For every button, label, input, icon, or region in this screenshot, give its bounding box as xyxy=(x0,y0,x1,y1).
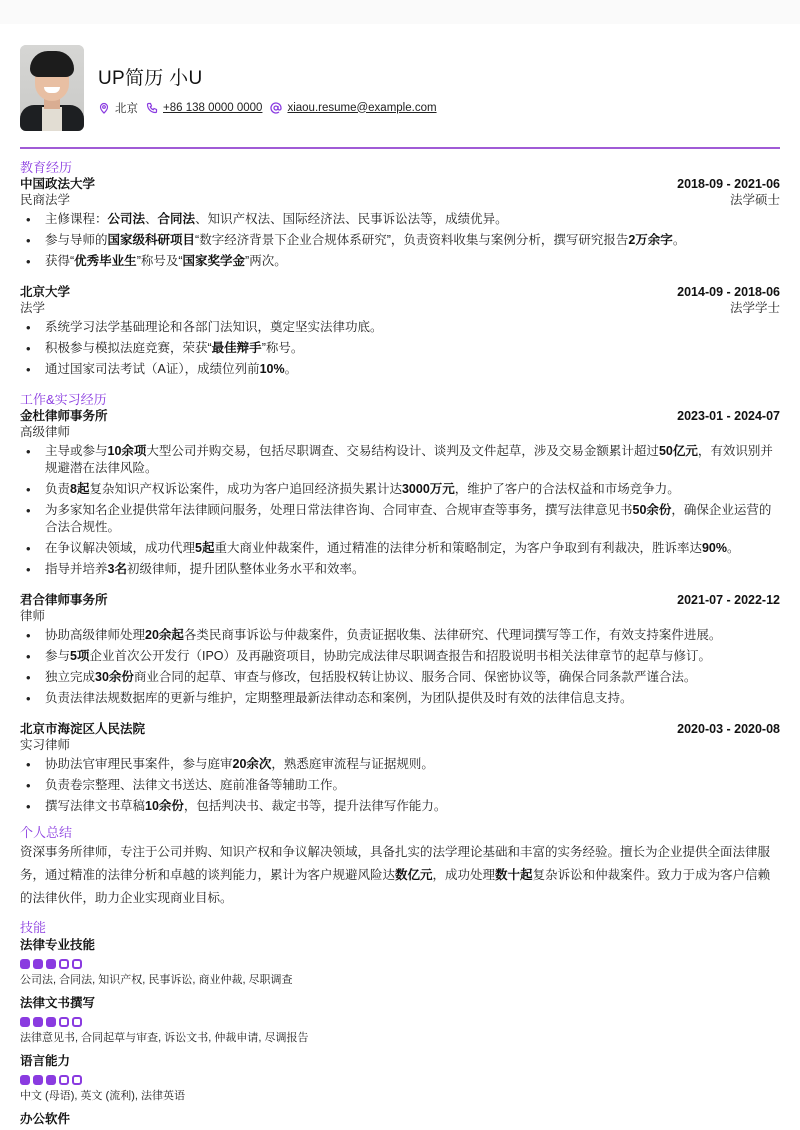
bullet-item: • 指导并培养3名初级律师，提升团队整体业务水平和效率。 xyxy=(20,561,780,578)
highlight-text: 数十起 xyxy=(495,867,533,882)
job-role: 高级律师 xyxy=(20,424,71,439)
section-title-summary: 个人总结 xyxy=(20,824,73,840)
entry-date: 2021-07 - 2022-12 xyxy=(677,592,780,607)
contact-row xyxy=(98,100,445,116)
contact-email[interactable] xyxy=(270,102,436,114)
entry-date: 2023-01 - 2024-07 xyxy=(677,408,780,423)
level-dot-filled-icon xyxy=(20,1075,30,1085)
skill-keywords: 法律意见书, 合同起草与审查, 诉讼文书, 仲裁申请, 尽调报告 xyxy=(20,1031,309,1044)
summary-section xyxy=(20,825,780,910)
skills-section xyxy=(20,920,780,1130)
work-entry xyxy=(20,592,780,707)
skill-item xyxy=(20,994,780,1046)
work-entry xyxy=(20,721,780,815)
level-dot-filled-icon xyxy=(46,1075,56,1085)
bullet-item: • 积极参与模拟法庭竞赛，荣获“最佳辩手”称号。 xyxy=(20,340,780,357)
highlight-text: 公司法 xyxy=(107,211,146,226)
bullet-item: • 为多家知名企业提供常年法律顾问服务，处理日常法律咨询、合同审查、合规审查等事务，撰写法律意见书50余份，确保企业运营的合法合规性。 xyxy=(20,502,780,536)
location-text: 北京 xyxy=(115,102,138,115)
highlight-text: 90% xyxy=(701,540,728,555)
section-title-education: 教育经历 xyxy=(20,159,73,175)
highlight-text: 数亿元 xyxy=(395,867,433,882)
skill-name: 办公软件 xyxy=(20,1111,71,1126)
header-info xyxy=(98,61,445,116)
skills-list xyxy=(20,936,780,1130)
skill-keywords: 公司法, 合同法, 知识产权, 民事诉讼, 商业仲裁, 尽职调查 xyxy=(20,973,293,986)
skill-level-indicator xyxy=(20,1075,780,1085)
skill-item xyxy=(20,936,780,988)
at-sign-icon xyxy=(270,102,282,114)
bullet-item: • 独立完成30余份商业合同的起草、审查与修改，包括股权转让协议、服务合同、保密协议等，确保合同条款严谨合法。 xyxy=(20,669,780,686)
header-divider xyxy=(20,147,780,149)
job-role: 实习律师 xyxy=(20,737,71,752)
candidate-name: UP简历 小U xyxy=(98,67,203,89)
entry-date: 2020-03 - 2020-08 xyxy=(677,721,780,736)
degree: 法学学士 xyxy=(729,300,780,315)
resume-page xyxy=(20,44,780,1130)
bullet-item: • 获得“优秀毕业生”称号及“国家奖学金”两次。 xyxy=(20,253,780,270)
level-dot-filled-icon xyxy=(33,959,43,969)
level-dot-empty-icon xyxy=(72,1075,82,1085)
resume-header xyxy=(20,44,780,132)
level-dot-filled-icon xyxy=(46,959,56,969)
job-role: 律师 xyxy=(20,608,46,623)
highlight-text: 20余起 xyxy=(145,627,184,642)
bullet-list xyxy=(20,627,780,707)
highlight-text: 10余项 xyxy=(107,443,147,458)
bullet-item: • 参与5项企业首次公开发行（IPO）及再融资项目，协助完成法律尽职调查报告和招股说明书相关法律章节的起草与修订。 xyxy=(20,648,780,665)
highlight-text: 2万余字 xyxy=(628,232,673,247)
email-link[interactable]: xiaou.resume@example.com xyxy=(287,101,437,114)
bullet-item: • 通过国家司法考试（A证），成绩位列前10%。 xyxy=(20,361,780,378)
section-title-work: 工作&实习经历 xyxy=(20,391,107,407)
highlight-text: 5起 xyxy=(195,540,215,555)
school-name: 北京大学 xyxy=(20,284,71,299)
company-name: 金杜律师事务所 xyxy=(20,408,108,423)
highlight-text: 10余份 xyxy=(145,798,184,813)
bullet-item: • 系统学习法学基础理论和各部门法知识，奠定坚实法律功底。 xyxy=(20,319,780,336)
skill-item xyxy=(20,1052,780,1104)
bullet-item: • 负责法律法规数据库的更新与维护，定期整理最新法律动态和案例，为团队提供及时有效的法律信息支持。 xyxy=(20,690,780,707)
highlight-text: 50亿元 xyxy=(658,443,698,458)
section-title-skills: 技能 xyxy=(20,919,47,935)
bullet-item: • 协助法官审理民事案件，参与庭审20余次，熟悉庭审流程与证据规则。 xyxy=(20,756,780,773)
bullet-list xyxy=(20,319,780,378)
highlight-text: 合同法 xyxy=(157,211,196,226)
level-dot-empty-icon xyxy=(59,959,69,969)
phone-icon xyxy=(146,102,158,114)
level-dot-filled-icon xyxy=(20,959,30,969)
work-entry xyxy=(20,408,780,578)
bullet-list xyxy=(20,211,780,270)
education-entry xyxy=(20,284,780,378)
level-dot-filled-icon xyxy=(33,1017,43,1027)
highlight-text: 3000万元 xyxy=(401,481,455,496)
highlight-text: 最佳辩手 xyxy=(211,340,262,355)
skill-name: 语言能力 xyxy=(20,1053,71,1068)
bullet-list xyxy=(20,443,780,578)
highlight-text: 优秀毕业生 xyxy=(74,253,137,268)
bullet-item: • 主导或参与10余项大型公司并购交易，包括尽职调查、交易结构设计、谈判及文件起草，涉及交易金额累计超过50亿元，有效识别并规避潜在法律风险。 xyxy=(20,443,780,477)
bullet-item: • 负责卷宗整理、法律文书送达、庭前准备等辅助工作。 xyxy=(20,777,780,794)
education-section xyxy=(20,160,780,378)
level-dot-empty-icon xyxy=(59,1017,69,1027)
bullet-item: • 参与导师的国家级科研项目“数字经济背景下企业合规体系研究”，负责资料收集与案例分析，撰写研究报告2万余字。 xyxy=(20,232,780,249)
level-dot-filled-icon xyxy=(46,1017,56,1027)
avatar xyxy=(20,45,84,131)
bullet-item: • 在争议解决领域，成功代理5起重大商业仲裁案件，通过精准的法律分析和策略制定，为客户争取到有利裁决，胜诉率达90%。 xyxy=(20,540,780,557)
highlight-text: 国家级科研项目 xyxy=(107,232,196,247)
highlight-text: 3名 xyxy=(107,561,127,576)
level-dot-empty-icon xyxy=(72,1017,82,1027)
work-section xyxy=(20,392,780,815)
bullet-item: • 主修课程：公司法、合同法、知识产权法、国际经济法、民事诉讼法等，成绩优异。 xyxy=(20,211,780,228)
level-dot-filled-icon xyxy=(33,1075,43,1085)
bullet-list xyxy=(20,756,780,815)
contact-phone[interactable] xyxy=(146,102,262,114)
skill-name: 法律文书撰写 xyxy=(20,995,96,1010)
entry-date: 2014-09 - 2018-06 xyxy=(677,284,780,299)
major: 民商法学 xyxy=(20,192,71,207)
level-dot-empty-icon xyxy=(59,1075,69,1085)
highlight-text: 国家奖学金 xyxy=(182,253,246,268)
company-name: 北京市海淀区人民法院 xyxy=(20,721,146,736)
highlight-text: 50余份 xyxy=(632,502,672,517)
bullet-item: • 协助高级律师处理20余起各类民商事诉讼与仲裁案件，负责证据收集、法律研究、代理词撰写等工作，有效支持案件进展。 xyxy=(20,627,780,644)
level-dot-filled-icon xyxy=(20,1017,30,1027)
level-dot-empty-icon xyxy=(72,959,82,969)
education-entry xyxy=(20,176,780,270)
top-bar xyxy=(0,0,800,24)
contact-location xyxy=(98,100,138,116)
skill-level-indicator xyxy=(20,1017,780,1027)
degree: 法学硕士 xyxy=(729,192,780,207)
skill-keywords: 中文 (母语), 英文 (流利), 法律英语 xyxy=(20,1089,185,1102)
highlight-text: 20余次 xyxy=(232,756,272,771)
highlight-text: 10% xyxy=(259,361,285,376)
major: 法学 xyxy=(20,300,46,315)
highlight-text: 5项 xyxy=(70,648,90,663)
school-name: 中国政法大学 xyxy=(20,176,96,191)
phone-link[interactable]: +86 138 0000 0000 xyxy=(163,101,263,114)
entry-date: 2018-09 - 2021-06 xyxy=(677,176,780,191)
skill-level-indicator xyxy=(20,959,780,969)
skill-name: 法律专业技能 xyxy=(20,937,96,952)
bullet-item: • 负责8起复杂知识产权诉讼案件，成功为客户追回经济损失累计达3000万元，维护了客户的合法权益和市场竞争力。 xyxy=(20,481,780,498)
skill-item xyxy=(20,1110,780,1130)
summary-text: 资深事务所律师，专注于公司并购、知识产权和争议解决领域，具备扎实的法学理论基础和丰富的实务经验。擅长为企业提供全面法律服务，通过精准的法律分析和卓越的谈判能力，累计为客户规避风险达数亿元，成功处理数十起复杂诉讼和仲裁案件。致力于成为客户信赖的法律伙伴，助力企业实现商业目标。 xyxy=(20,844,771,905)
bullet-item: • 撰写法律文书草稿10余份，包括判决书、裁定书等，提升法律写作能力。 xyxy=(20,798,780,815)
company-name: 君合律师事务所 xyxy=(20,592,108,607)
highlight-text: 30余份 xyxy=(95,669,134,684)
map-pin-icon xyxy=(98,102,110,114)
highlight-text: 8起 xyxy=(70,481,90,496)
